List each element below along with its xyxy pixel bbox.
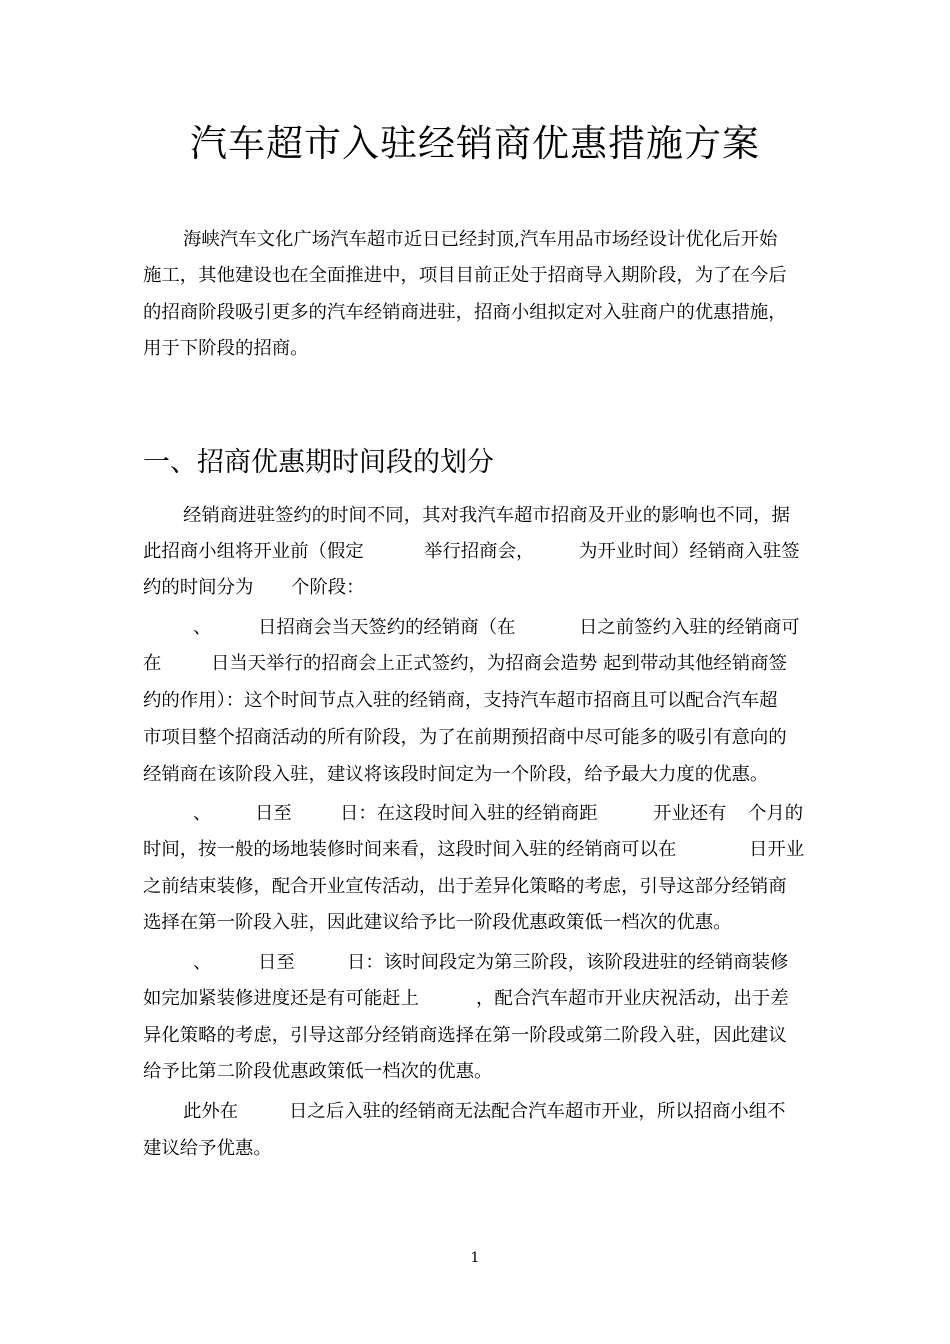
page-number: 1 <box>470 1250 480 1266</box>
text-segment: 约的作用）：这个时间节点入驻的经销商，支持汽车超市招商且可以配合汽车超 <box>143 690 778 711</box>
text-segment: 为开业时间）经销商入驻签 <box>579 541 800 562</box>
text-segment: 此外在 <box>183 1101 239 1122</box>
text-segment: 日至 <box>258 952 295 973</box>
text-segment: 个月的 <box>748 803 804 824</box>
intro-line: 施工，其他建设也在全面推进中，项目目前正处于招商导入期阶段，为了在今后 <box>143 265 787 286</box>
text-segment: ，配合汽车超市开业庆祝活动，出于差 <box>476 988 789 1009</box>
section-heading: 一、招商优惠期时间段的划分 <box>143 447 494 478</box>
text-segment: 日开业 <box>749 839 805 860</box>
text-segment: 、 <box>193 803 212 824</box>
text-segment: 之前结束装修，配合开业宣传活动，出于差异化策略的考虑，引导这部分经销商 <box>143 876 787 897</box>
text-segment: 、 <box>193 617 212 638</box>
text-segment: 在 <box>143 653 162 674</box>
text-segment: 日招商会当天签约的经销商（在 <box>258 617 516 638</box>
text-segment: 日：该时间段定为第三阶段，该阶段进驻的经销商装修 <box>347 952 789 973</box>
document-title: 汽车超市入驻经销商优惠措施方案 <box>190 122 760 165</box>
text-segment: 个阶段： <box>291 577 365 598</box>
intro-line: 海峡汽车文化广场汽车超市近日已经封顶,汽车用品市场经设计优化后开始 <box>183 229 778 250</box>
text-segment: 市项目整个招商活动的所有阶段，为了在前期预招商中尽可能多的吸引有意向的 <box>143 727 787 748</box>
text-segment: 时间，按一般的场地装修时间来看，这段时间入驻的经销商可以在 <box>143 839 677 860</box>
text-segment: 此招商小组将开业前（假定 <box>143 541 364 562</box>
text-segment: 开业还有 <box>653 803 727 824</box>
text-segment: 经销商在该阶段入驻，建议将该段时间定为一个阶段，给予最大力度的优惠。 <box>143 764 769 785</box>
text-segment: 经销商进驻签约的时间不同，其对我汽车超市招商及开业的影响也不同，据 <box>183 505 790 526</box>
text-segment: 给予比第二阶段优惠政策低一档次的优惠。 <box>143 1061 493 1082</box>
intro-line: 的招商阶段吸引更多的汽车经销商进驻，招商小组拟定对入驻商户的优惠措施， <box>143 302 787 323</box>
text-segment: 日之后入驻的经销商无法配合汽车超市开业，所以招商小组不 <box>289 1101 786 1122</box>
text-segment: 建议给予优惠。 <box>143 1138 272 1159</box>
intro-line: 用于下阶段的招商。 <box>143 338 309 359</box>
text-segment: 日至 <box>255 803 292 824</box>
text-segment: 、 <box>193 952 212 973</box>
text-segment: 日当天举行的招商会上正式签约，为招商会造势 起到带动其他经销商签 <box>211 653 787 674</box>
text-segment: 举行招商会， <box>424 541 535 562</box>
text-segment: 如完加紧装修进度还是有可能赶上 <box>143 988 419 1009</box>
text-segment: 选择在第一阶段入驻，因此建议给予比一阶段优惠政策低一档次的优惠。 <box>143 912 732 933</box>
text-segment: 异化策略的考虑，引导这部分经销商选择在第一阶段或第二阶段入驻，因此建议 <box>143 1025 787 1046</box>
text-segment: 日之前签约入驻的经销商可 <box>579 617 800 638</box>
text-segment: 日：在这段时间入驻的经销商距 <box>340 803 598 824</box>
text-segment: 约的时间分为 <box>143 577 254 598</box>
